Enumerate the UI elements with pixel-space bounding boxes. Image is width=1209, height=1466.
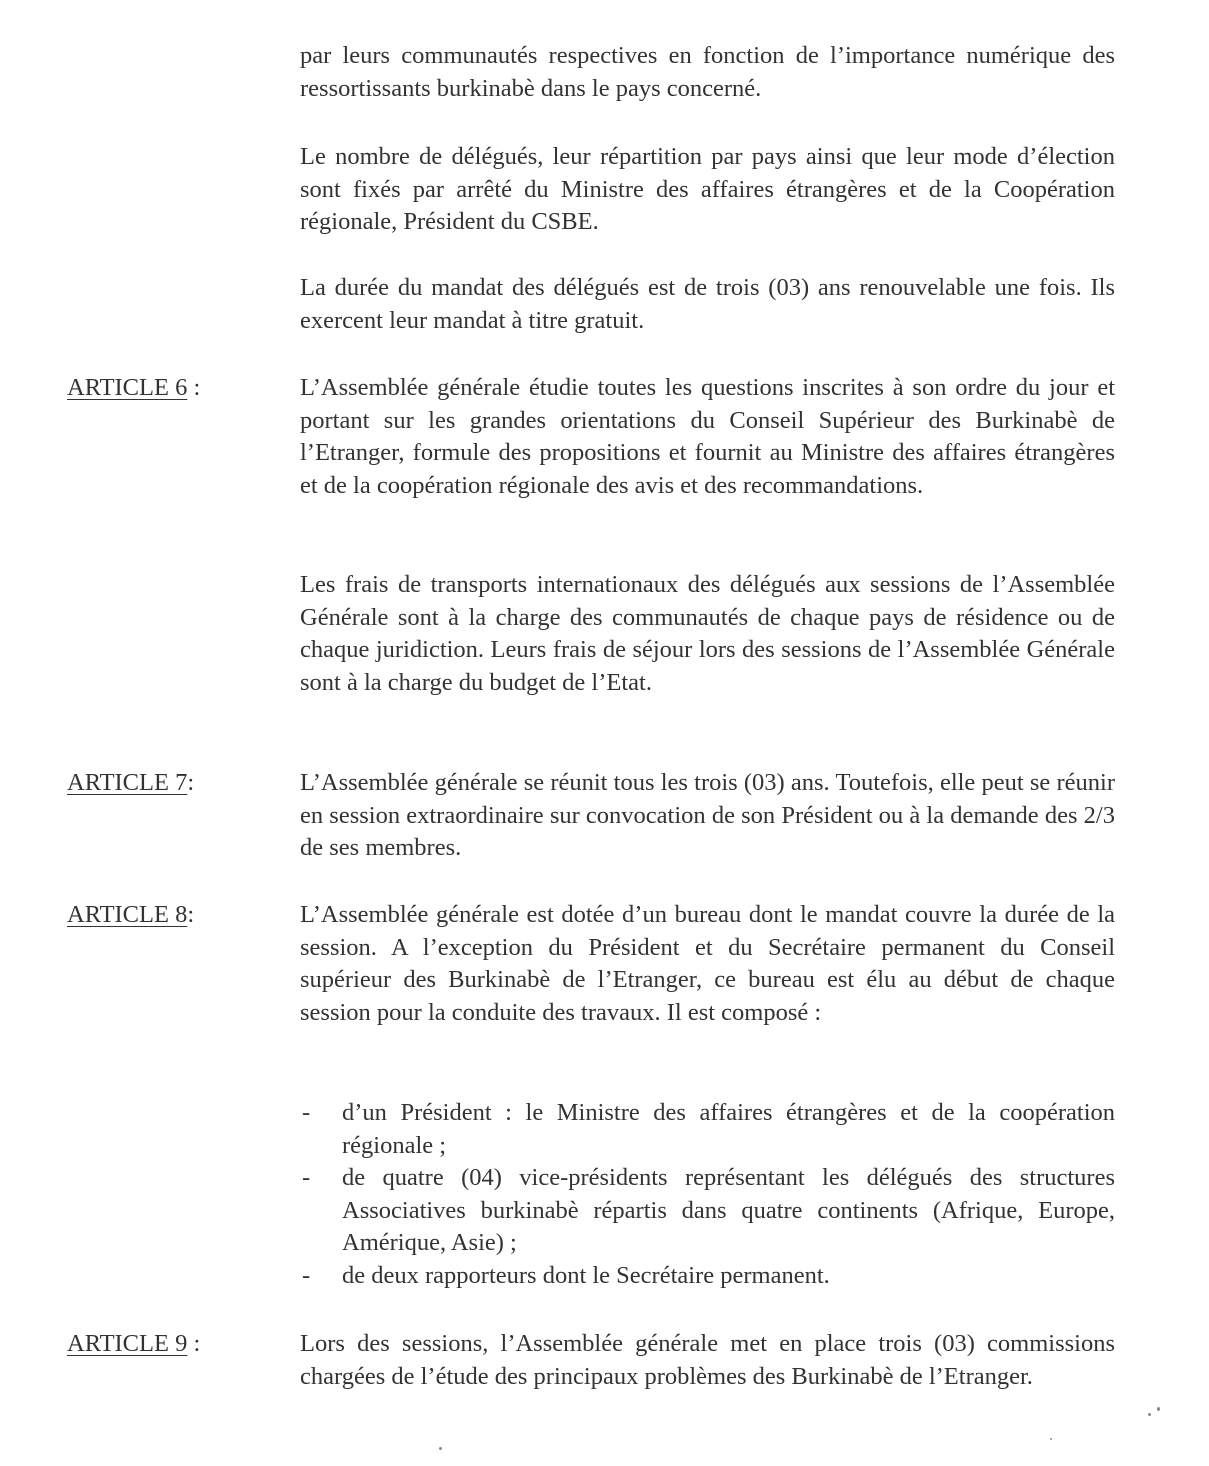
list-item-text: d’un Président : le Ministre des affaires étrangères et de la coopération régionale ;	[342, 1099, 1115, 1159]
list-dash: -	[302, 1164, 311, 1192]
article-8-bureau-list	[300, 1097, 1115, 1293]
scan-speck	[1050, 1438, 1052, 1440]
scan-speck	[1157, 1407, 1160, 1411]
article-6-title: ARTICLE 6	[67, 374, 188, 401]
article-8-title: ARTICLE 8	[67, 901, 188, 928]
list-dash: -	[302, 1261, 311, 1289]
article-6-colon: :	[187, 374, 201, 401]
list-dash: -	[302, 1099, 311, 1126]
article-8-label	[67, 899, 194, 932]
paragraph-delegates-number: Le nombre de délégués, leur répartition par pays ainsi que leur mode d’élection sont fixés par arrêté du Ministre des affaires étrangères et de la Coopération régionale, Président du CSBE.	[300, 143, 1115, 236]
article-8-colon: :	[187, 901, 195, 928]
article-7-title: ARTICLE 7	[67, 769, 188, 796]
article-9-paragraph-1: Lors des sessions, l’Assemblée générale met en place trois (03) commissions chargées de l’étude des principaux problèmes des Burkinabè de l’Etranger.	[300, 1330, 1115, 1390]
article-9-colon: :	[187, 1330, 201, 1357]
article-6-paragraph-2: Les frais de transports internationaux des délégués aux sessions de l’Assemblée Générale sont à la charge des communautés de chaque pays de résidence ou de chaque juridiction. Leurs frais de séjour lors des sessions de l’Assemblée Générale sont à la charge du budget de l’Etat.	[300, 571, 1115, 696]
article-7-label	[67, 767, 194, 800]
article-7-paragraph-1: L’Assemblée générale se réunit tous les trois (03) ans. Toutefois, elle peut se réunir en session extraordinaire sur convocation de son Président ou à la demande des 2/3 de ses membres.	[300, 769, 1115, 862]
scan-speck	[439, 1447, 442, 1450]
list-item	[300, 1097, 1115, 1162]
list-item-text: de quatre (04) vice-présidents représentant les délégués des structures Associatives burkinabè répartis dans quatre continents (Afrique, Europe, Amérique, Asie) ;	[342, 1164, 1115, 1257]
article-9-label	[67, 1328, 200, 1361]
article-9-title: ARTICLE 9	[67, 1330, 188, 1357]
article-7-colon: :	[187, 769, 195, 796]
list-item	[300, 1162, 1115, 1260]
paragraph-intro-continuation: par leurs communautés respectives en fonction de l’importance numérique des ressortissants burkinabè dans le pays concerné.	[300, 42, 1115, 102]
article-6-paragraph-1: L’Assemblée générale étudie toutes les questions inscrites à son ordre du jour et portant sur les grandes orientations du Conseil Supérieur des Burkinabè de l’Etranger, formule des propositions et fournit au Ministre des affaires étrangères et de la coopération régionale des avis et des recommandations.	[300, 374, 1115, 499]
list-item-text: de deux rapporteurs dont le Secrétaire permanent.	[342, 1261, 830, 1289]
paragraph-mandate-duration: La durée du mandat des délégués est de trois (03) ans renouvelable une fois. Ils exercent leur mandat à titre gratuit.	[300, 274, 1115, 334]
article-6-label	[67, 372, 200, 405]
list-item	[300, 1260, 1115, 1293]
scan-speck	[1148, 1413, 1151, 1416]
article-8-paragraph-1: L’Assemblée générale est dotée d’un bureau dont le mandat couvre la durée de la session. A l’exception du Président et du Secrétaire permanent du Conseil supérieur des Burkinabè de l’Etranger, ce bureau est élu au début de chaque session pour la conduite des travaux. Il est composé :	[300, 901, 1115, 1026]
